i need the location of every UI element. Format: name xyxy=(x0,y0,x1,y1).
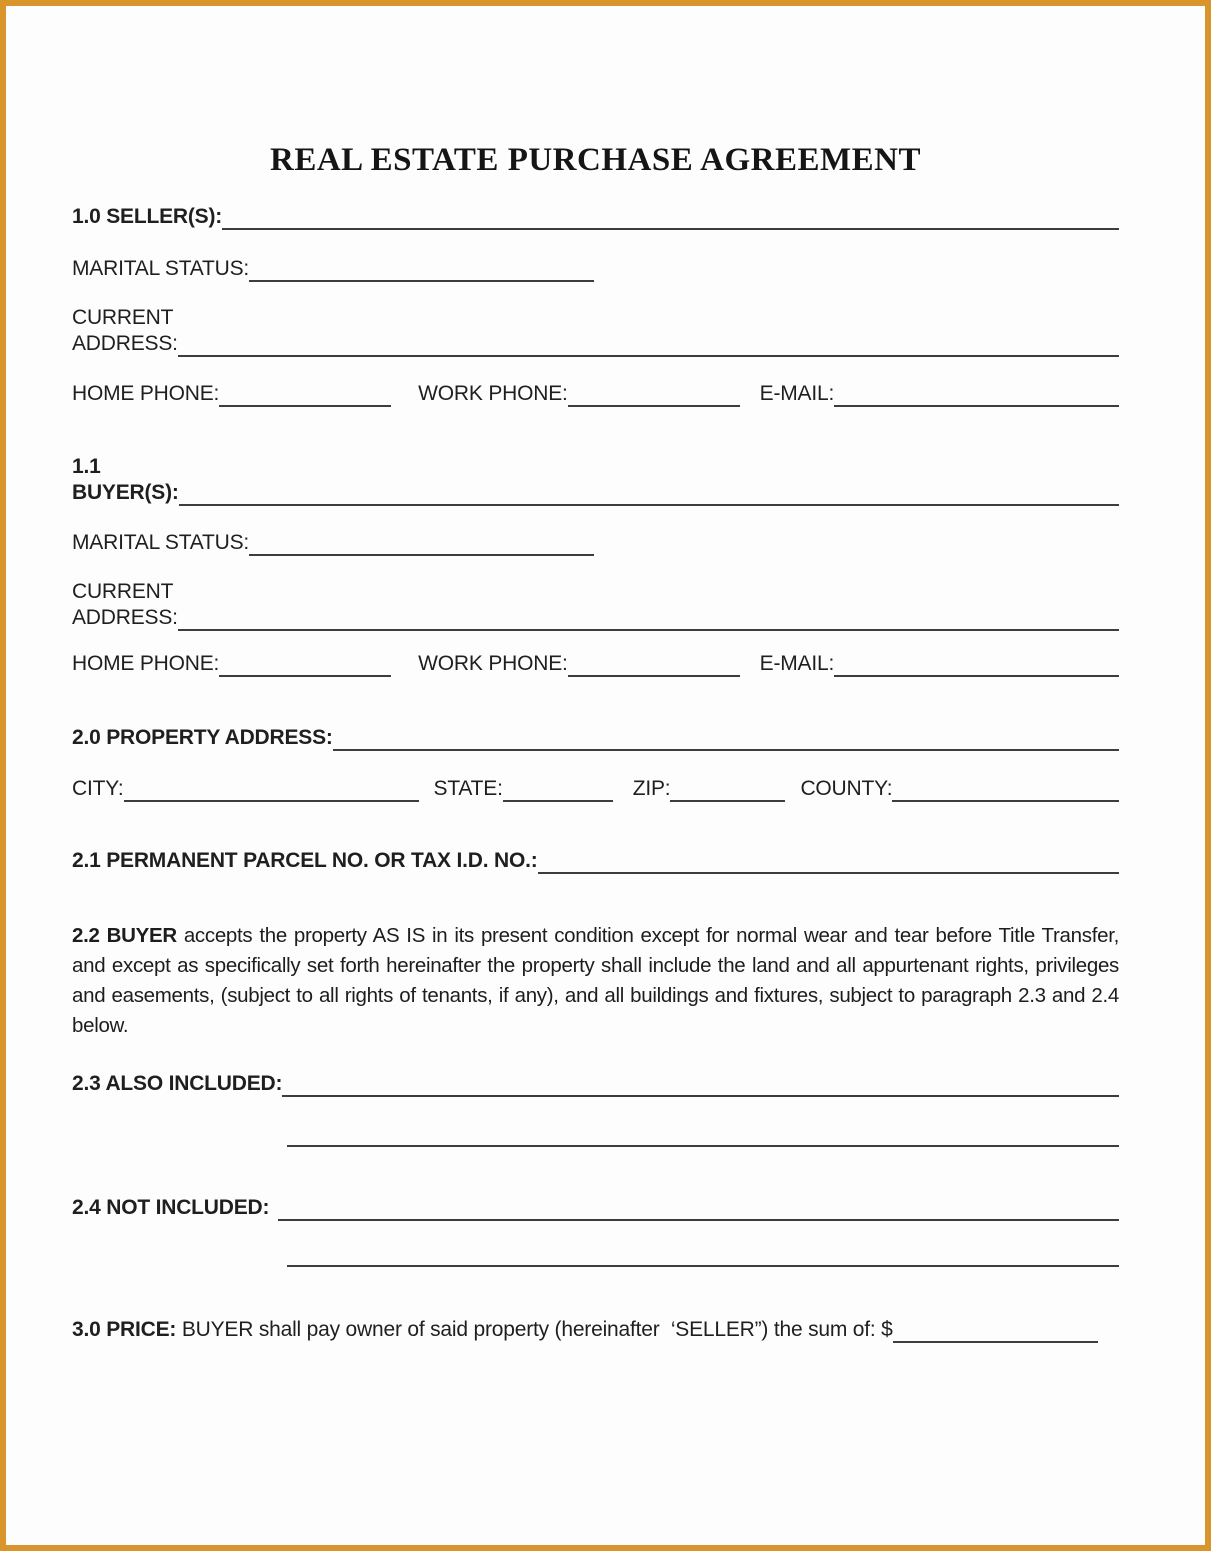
parcel-number-blank xyxy=(538,850,1119,874)
city-label: CITY: xyxy=(72,777,124,800)
not-included-heading-label: 2.4 NOT INCLUDED: xyxy=(72,1196,270,1219)
property-address-blank xyxy=(333,727,1119,751)
property-heading-row xyxy=(72,725,1119,751)
buyer-current-label: CURRENT xyxy=(72,580,174,603)
buyer-home-phone-label: HOME PHONE: xyxy=(72,652,220,675)
also-included-blank-1 xyxy=(282,1073,1119,1097)
buyer-email-blank xyxy=(834,653,1119,677)
zip-blank xyxy=(670,778,785,802)
condition-body-text: accepts the property AS IS in its present condition except for normal wear and tear before Title Transfer, and except as specifically set forth hereinafter the property shall include the land and all appurtenant rights, privileges and easements, (subject to all rights of tenants, if any), and all buildings and fixtures, subject to paragraph 2.3 and 2.4 below. xyxy=(72,924,1125,1037)
seller-work-phone-blank xyxy=(568,383,740,407)
buyer-address-row xyxy=(72,605,1119,631)
buyer-home-phone-blank xyxy=(219,653,391,677)
buyer-email-label: E-MAIL: xyxy=(759,652,835,675)
not-included-row xyxy=(72,1195,1119,1221)
buyer-marital-row xyxy=(72,530,1119,556)
buyer-section-heading-block xyxy=(72,453,1119,506)
parcel-row xyxy=(72,848,1119,874)
buyer-section-number: 1.1 xyxy=(72,455,101,478)
condition-lead-label: 2.2 BUYER xyxy=(72,924,177,947)
condition-paragraph xyxy=(72,921,1125,1041)
price-body-text: BUYER shall pay owner of said property (hereinafter ‘SELLER”) the sum of: $ xyxy=(176,1318,893,1341)
seller-marital-blank xyxy=(249,258,594,282)
seller-home-phone-blank xyxy=(219,383,391,407)
price-heading-label: 3.0 PRICE: xyxy=(72,1318,177,1341)
price-amount-blank xyxy=(893,1319,1098,1343)
buyer-heading-row xyxy=(72,480,1119,506)
price-row xyxy=(72,1317,1119,1343)
seller-address-blank xyxy=(178,333,1119,357)
also-included-blank-2 xyxy=(287,1123,1119,1147)
state-label: STATE: xyxy=(433,777,503,800)
buyer-heading-label: BUYER(S): xyxy=(72,481,179,504)
seller-address-row xyxy=(72,331,1119,357)
seller-heading-label: 1.0 SELLER(S): xyxy=(72,205,223,228)
state-blank xyxy=(503,778,613,802)
seller-contact-row xyxy=(72,381,1119,407)
seller-email-blank xyxy=(834,383,1119,407)
seller-marital-label: MARITAL STATUS: xyxy=(72,257,250,280)
seller-address-label: ADDRESS: xyxy=(72,332,178,355)
buyer-work-phone-label: WORK PHONE: xyxy=(418,652,568,675)
zip-label: ZIP: xyxy=(632,777,671,800)
seller-work-phone-label: WORK PHONE: xyxy=(418,382,568,405)
also-included-continuation-row xyxy=(72,1123,1119,1147)
seller-name-blank xyxy=(222,206,1119,230)
not-included-continuation-row xyxy=(72,1243,1119,1267)
seller-section-heading-row xyxy=(72,204,1119,230)
county-label: COUNTY: xyxy=(800,777,893,800)
buyer-contact-row xyxy=(72,651,1119,677)
county-blank xyxy=(892,778,1119,802)
buyer-address-blank xyxy=(178,607,1119,631)
also-included-heading-label: 2.3 ALSO INCLUDED: xyxy=(72,1072,283,1095)
not-included-blank-2 xyxy=(287,1243,1119,1267)
buyer-work-phone-blank xyxy=(568,653,740,677)
not-included-blank-1 xyxy=(278,1197,1119,1221)
buyer-name-blank xyxy=(179,482,1119,506)
seller-address-block xyxy=(72,304,1119,357)
seller-email-label: E-MAIL: xyxy=(759,382,835,405)
buyer-address-block xyxy=(72,578,1119,631)
seller-home-phone-label: HOME PHONE: xyxy=(72,382,220,405)
buyer-marital-blank xyxy=(249,532,594,556)
seller-marital-row xyxy=(72,256,1119,282)
property-heading-label: 2.0 PROPERTY ADDRESS: xyxy=(72,726,333,749)
parcel-heading-label: 2.1 PERMANENT PARCEL NO. OR TAX I.D. NO.: xyxy=(72,849,538,872)
seller-current-label: CURRENT xyxy=(72,306,174,329)
city-blank xyxy=(124,778,419,802)
also-included-row xyxy=(72,1071,1119,1097)
document-title: REAL ESTATE PURCHASE AGREEMENT xyxy=(270,142,921,178)
buyer-address-label: ADDRESS: xyxy=(72,606,178,629)
property-location-row xyxy=(72,776,1119,802)
buyer-marital-label: MARITAL STATUS: xyxy=(72,531,250,554)
